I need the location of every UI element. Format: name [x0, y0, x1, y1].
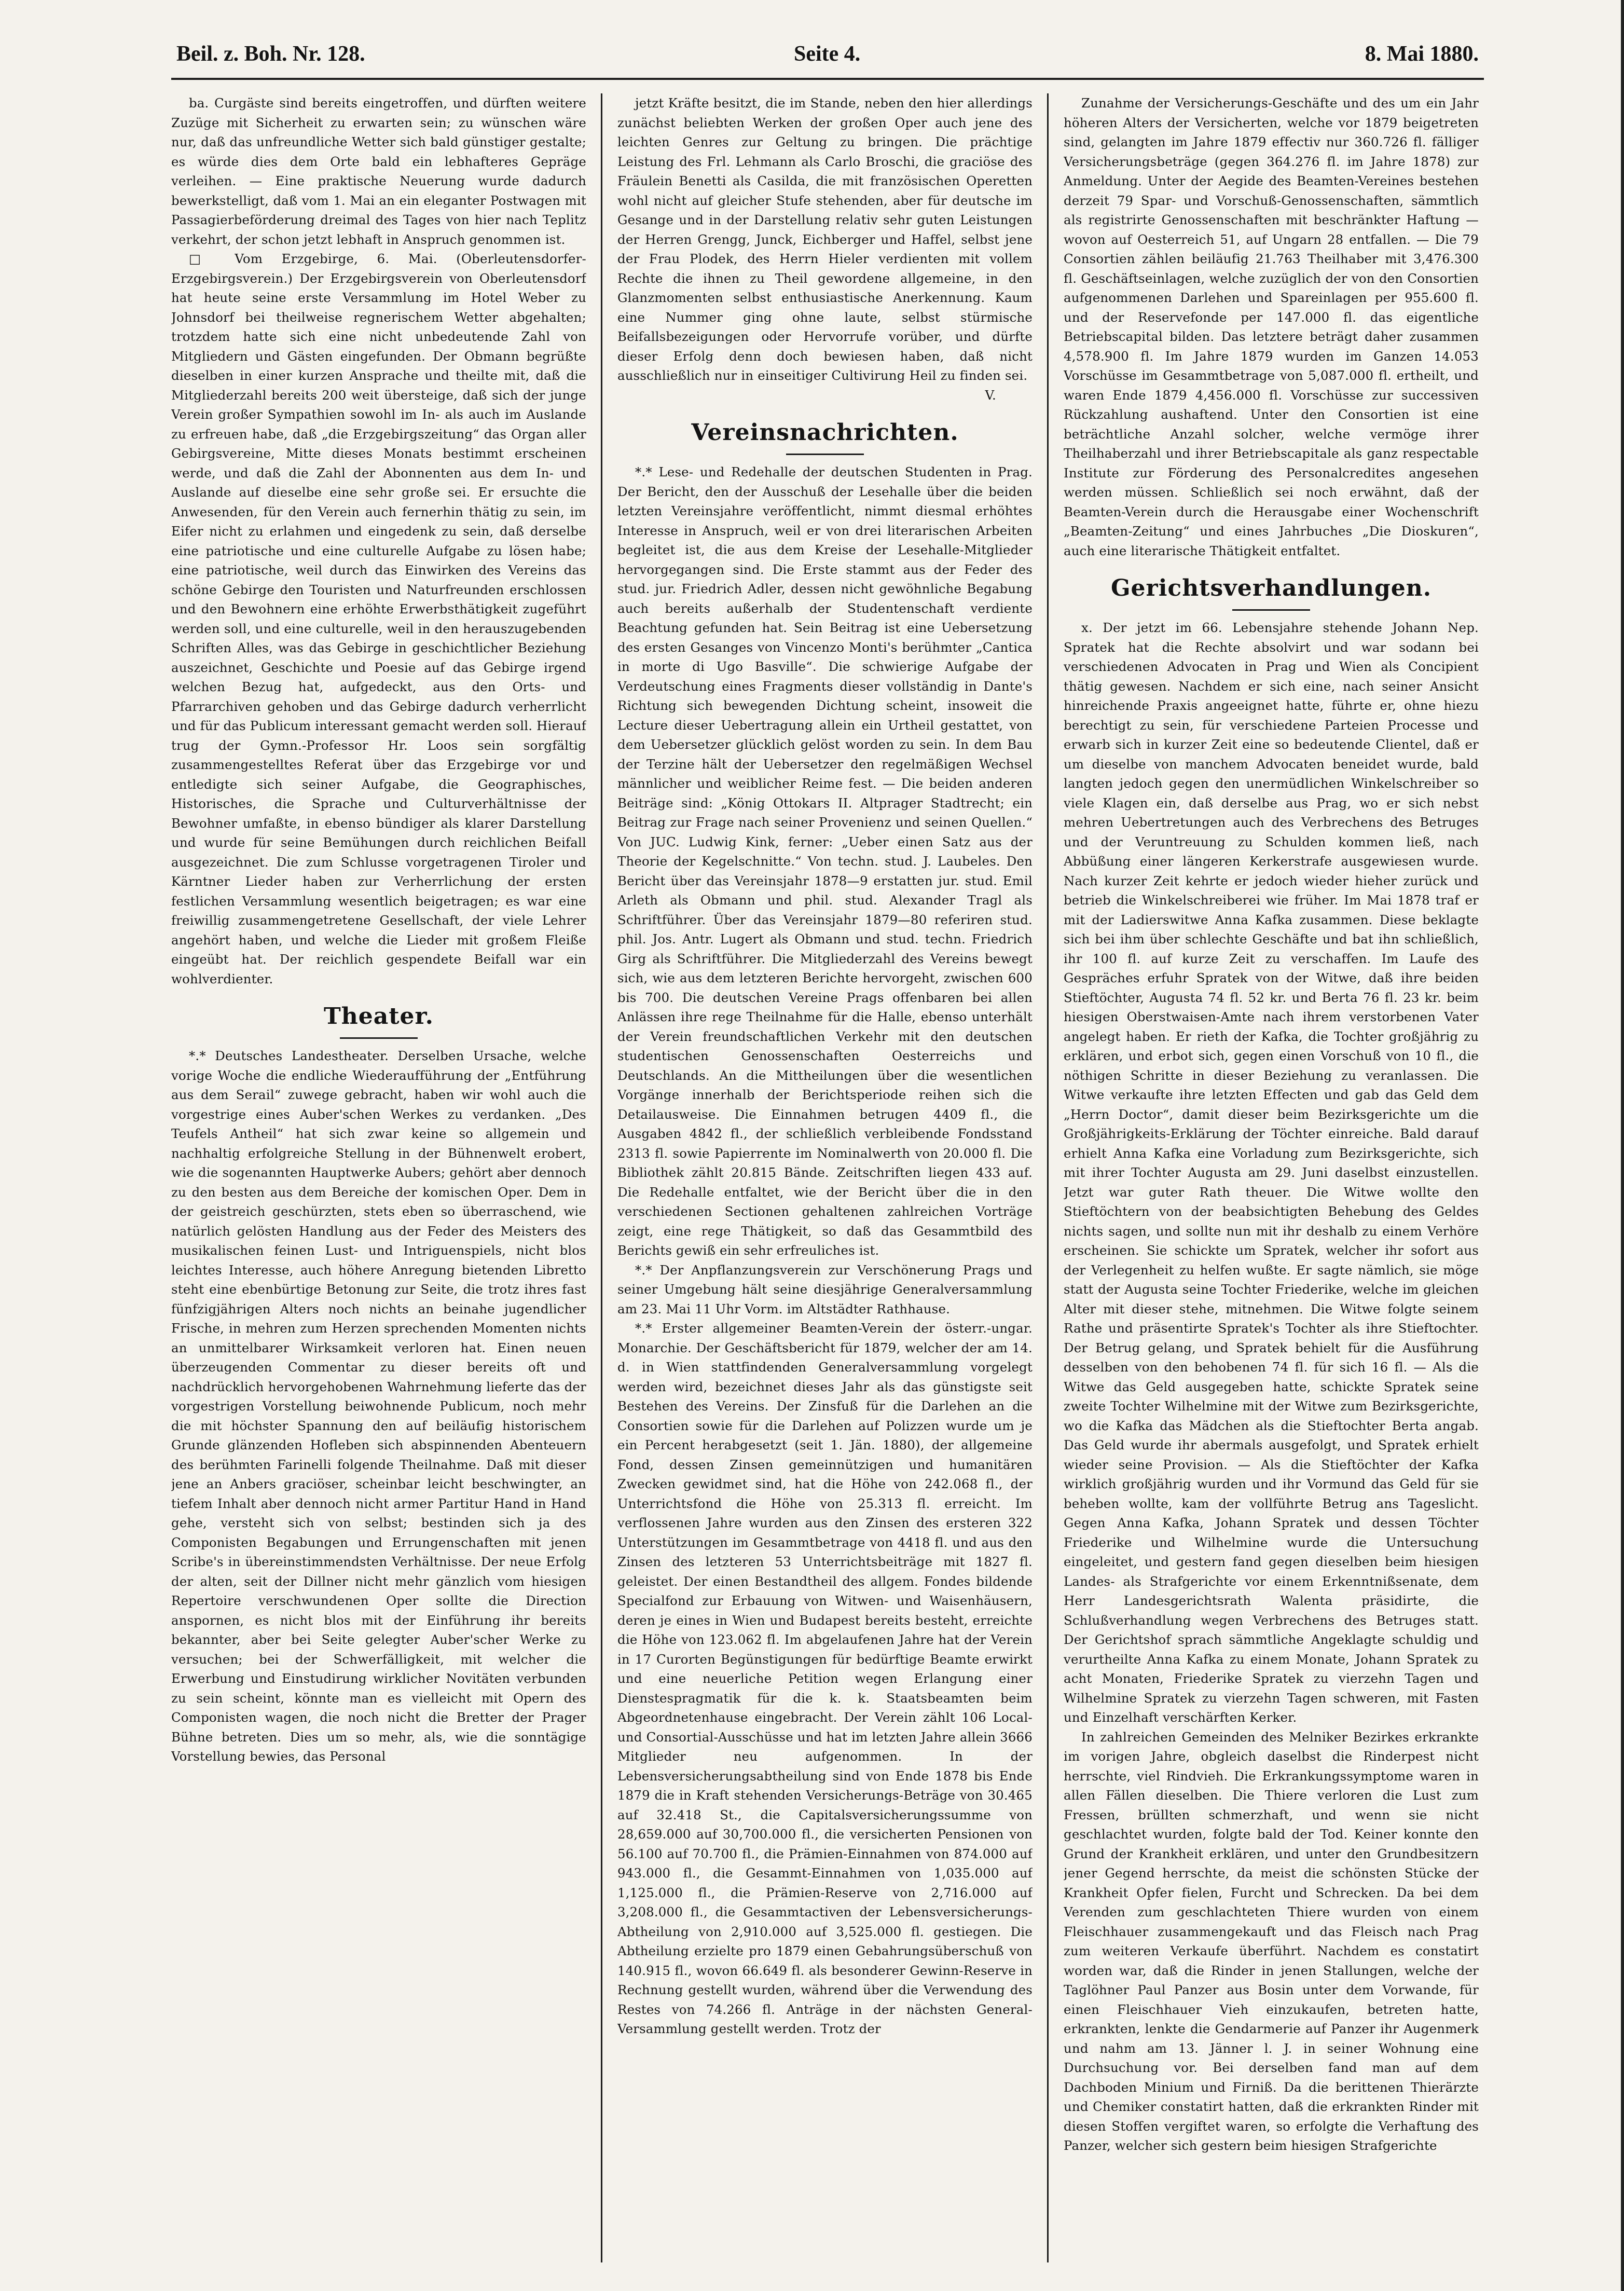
article-paragraph: In zahlreichen Gemeinden des Melniker Bezirkes erkrankte im vorigen Jahre, obgleich daselbst die Rinderpest nicht herrschte, viel Rindvieh. Die Erkrankungssymptome waren in allen Fällen dieselben. Die Thiere verloren die Lust zum Fressen, brüllten schmerzhaft, und wenn sie nicht geschlachtet wurden, folgte bald der Tod. Keiner konnte den Grund der Krankheit erklären, und unter den Grundbesitzern jener Gegend herrschte, da meist die schönsten Stücke der Krankheit Opfer fielen, Furcht und Schrecken. Da bei dem Verenden zum geschlachteten Thiere wurden von einem Fleischhauer zusammengekauft und das Fleisch nach Prag zum weiteren Verkaufe überführt. Nachdem es constatirt worden war, daß die Rinder in jenen Stallungen, welche der Taglöhner Paul Panzer aus Bosin unter dem Vorwande, für einen Fleischhauer Vieh einzukaufen, betreten hatte, erkrankten, lenkte die Gendarmerie auf Panzer ihr Augenmerk und nahm am 13. Jänner l. J. in seiner Wohnung eine Durchsuchung vor. Bei derselben fand man auf dem Dachboden Minium und Firniß. Da die berittenen Thierärzte und Chemiker constatirt hatten, daß die erkrankten Rinder mit diesen Stoffen vergiftet waren, so erfolgte die Verhaftung des Panzer, welcher sich gestern beim hiesigen Strafgerichte — [1064, 1729, 1479, 2153]
article-paragraph: *.* Lese- und Redehalle der deutschen Studenten in Prag. Der Bericht, den der Ausschuß der Lesehalle über die beiden letzten Vereinsjahre veröffentlicht, nimmt diesmal erhöhtes Interesse in Anspruch, weil er von drei literarischen Arbeiten begleitet ist, die aus dem Kreise der Lesehalle-Mitglieder hervorgegangen sind. Die Erste stammt aus der Feder des stud. jur. Friedrich Adler, dessen nicht gewöhnliche Begabung auch bereits außerhalb der Studentenschaft verdiente Beachtung gefunden hat. Sein Beitrag ist eine Uebersetzung des ersten Gesanges von Vincenzo Monti's berühmter „Cantica in morte di Ugo Basville“. Die schwierige Aufgabe der Verdeutschung eines Fragments dieser vollständig in Dante's Richtung sich bewegenden Dichtung scheint, insoweit die Lecture dieser Uebertragung allein ein Urtheil gestattet, von dem Uebersetzer glücklich gelöst worden zu sein. In dem Bau der Terzine hält der Uebersetzer den regelmäßigen Wechsel männlicher und weiblicher Reime fest. — Die beiden anderen Beiträge sind: „König Ottokars II. Altprager Stadtrecht; ein Beitrag zur Frage nach seiner Provenienz und seinen Quellen.“ Von JUC. Ludwig Kink, ferner: „Ueber einen Satz aus der Theorie der Kegelschnitte.“ Von techn. stud. J. Laubeles. Den Bericht über das Vereinsjahr 1878—9 erstatten jur. stud. Emil Arleth als Obmann und phil. stud. Alexander Tragl als Schriftführer. Über das Vereinsjahr 1879—80 referiren stud. phil. Jos. Antr. Lugert als Obmann und stud. techn. Friedrich Girg als Schriftführer. Die Mitgliederzahl des Vereins bewegt sich, wie aus dem letzteren Berichte hervorgeht, zwischen 600 bis 700. Die deutschen Vereine Prags offenbaren bei allen Anlässen ihre rege Theilnahme für die Halle, ebenso unterhält der Verein freundschaftlichen Verkehr mit den deutschen studentischen Genossenschaften Oesterreichs und Deutschlands. An die Mittheilungen über die wesentlichen Vorgänge innerhalb der Berichtsperiode reihen sich die Detailausweise. Die Einnahmen betrugen 4409 fl., die Ausgaben 4842 fl., der schließlich verbleibende Fondsstand 2313 fl. sowie Papierrente im Nominalwerth von 20.000 fl. Die Bibliothek zählt 20.815 Bände. Zeitschriften liegen 433 auf. Die Redehalle entfaltet, wie der Bericht über die in den verschiedenen Sectionen gehaltenen zahlreichen Vorträge zeigt, eine rege Thätigkeit, so daß das Gesammtbild des Berichts gewiß ein sehr erfreuliches ist. — [617, 464, 1033, 1258]
article-paragraph: □ Vom Erzgebirge, 6. Mai. (Oberleutensdorfer-Erzgebirgsverein.) Der Erzgebirgsverein von Oberleutensdorf hat heute seine erste Versammlung im Hotel Weber zu Johnsdorf bei theilweise regnerischem Wetter abgehalten; trotzdem hatte sich eine nicht unbedeutende Zahl von Mitgliedern und Gästen eingefunden. Der Obmann begrüßte dieselben in einer kurzen Ansprache und theilte mit, daß die Mitgliederzahl bereits 200 weit übersteige, daß sich der junge Verein großer Sympathien sowohl im In- als auch im Auslande zu erfreuen habe, daß „die Erzgebirgszeitung“ das Organ aller Gebirgsvereine, Mitte dieses Monats bestimmt erscheinen werde, und daß die Zahl der Abonnenten aus dem In- und Auslande auf dieselbe eine sehr große sei. Er ersuchte die Anwesenden, für den Verein auch fernerhin thätig zu sein, im Eifer nicht zu erlahmen und eingedenk zu sein, daß derselbe eine patriotische und eine culturelle Aufgabe zu lösen habe; eine patriotische, weil durch das Einwirken des Vereins das schöne Gebirge den Touristen und Naturfreunden erschlossen und den Bewohnern eine erhöhte Erwerbsthätigkeit zugeführt werden soll, und eine culturelle, weil in den herauszugebenden Schriften Alles, was das Gebirge in geschichtlicher Beziehung auszeichnet, Geschichte und Poesie auf das Gebirge irgend welchen Bezug hat, aufgedeckt, aus den Orts- und Pfarrarchiven gehoben und das Gebirge dadurch verherrlicht und für das Publicum interessant gemacht werden soll. Hierauf trug der Gymn.-Professor Hr. Loos sein sorgfältig zusammengestelltes Referat über das Erzgebirge vor und entledigte sich seiner Aufgabe, die Geographisches, Historisches, die Sprache und Culturverhältnisse der Bewohner umfaßte, in ebenso bündiger als klarer Darstellung und wurde für seine Bemühungen durch reichlichen Beifall ausgezeichnet. Die zum Schlusse vorgetragenen Tiroler und Kärntner Lieder haben zur Verherrlichung der ersten festlichen Versammlung wesentlich beigetragen; es war eine freiwillig zusammengetretene Gesellschaft, der viele Lehrer angehört haben, und welche die Lieder mit großem Fleiße eingeübt hat. Der reichlich gespendete Beifall war ein wohlverdienter. — [171, 251, 586, 986]
issue-label: Beil. z. Boh. Nr. 128. — [176, 42, 365, 66]
issue-date: 8. Mai 1880. — [1365, 42, 1479, 66]
author-signature: V. — [985, 387, 996, 403]
column-3 — [1064, 93, 1479, 2262]
article-paragraph: ba. Curgäste sind bereits eingetroffen, und dürften weitere Zuzüge mit Sicherheit zu erwarten sein; zu wünschen wäre nur, daß das unfreundliche Wetter sich bald günstiger gestalte; es würde dies dem Orte bald ein lebhafteres Gepräge verleihen. — Eine praktische Neuerung wurde dadurch bewerkstelligt, daß vom 1. Mai an ein eleganter Postwagen mit Passagierbeförderung dreimal des Tages von hier nach Teplitz verkehrt, der schon jetzt lebhaft in Anspruch genommen ist. — [171, 95, 586, 247]
column-divider — [1047, 93, 1049, 2262]
article-paragraph: x. Der jetzt im 66. Lebensjahre stehende Johann Nep. Spratek hat die Rechte absolvirt und war sodann bei verschiedenen Advocaten in Prag und Wien als Concipient thätig gewesen. Nachdem er sich eine, nach seiner Ansicht hinreichende Praxis angeeignet hatte, führte er, ohne hiezu berechtigt zu sein, für verschiedene Parteien Processe und erwarb sich in kurzer Zeit eine so bedeutende Clientel, daß er um dieselbe von manchem Advocaten beneidet wurde, bald langten jedoch gegen den unermüdlichen Winkelschreiber so viele Klagen ein, daß derselbe aus Prag, wo er sich nebst mehren Uebertretungen auch des Verbrechens des Betruges und der Veruntreuung zu Schulden kommen ließ, nach Abbüßung einer längeren Kerkerstrafe ausgewiesen wurde. Nach kurzer Zeit kehrte er jedoch wieder hieher zurück und betrieb die Winkelschreiberei wie früher. Im Mai 1878 traf er mit der Ladierswitwe Anna Kafka zusammen. Diese beklagte sich bei ihm über schlechte Geschäfte und bat ihn schließlich, ihr 100 fl. auf kurze Zeit zu verschaffen. Im Laufe des Gespräches erfuhr Spratek von der Witwe, daß ihre beiden Stieftöchter, Augusta 74 fl. 52 kr. und Berta 76 fl. 23 kr. beim hiesigen Oberstwaisen-Amte nach ihrem verstorbenen Vater angelegt haben. Er rieth der Kafka, die Tochter großjährig zu erklären, und erbot sich, gegen einen Vorschuß von 10 fl., die nöthigen Schritte in dieser Beziehung zu veranlassen. Die Witwe verkaufte ihre letzten Effecten und gab das Geld dem „Herrn Doctor“, damit dieser beim Bezirksgerichte um die Großjährigkeits-Erklärung der Töchter einreiche. Bald darauf erhielt Anna Kafka eine Vorladung zum Bezirksgerichte, sich mit ihrer Tochter Augusta am 29. Juni daselbst einzustellen. Jetzt war guter Rath theuer. Die Witwe wollte den Stieftöchtern von der beabsichtigten Behebung des Geldes nichts sagen, und sollte nun mit ihr deshalb zu einem Verhöre erscheinen. Sie schickte um Spratek, welcher ihr sofort aus der Verlegenheit zu helfen wußte. Er sagte nämlich, sie möge statt der Augusta seine Tochter Friederike, welche im gleichen Alter mit dieser stehe, mitnehmen. Die Witwe folgte seinem Rathe und präsentirte Spratek's Tochter als ihre Stieftochter. Der Betrug gelang, und Spratek behielt für die Ausführung desselben von den behobenen 74 fl. für sich 16 fl. — Als die Witwe das Geld ausgegeben hatte, schickte Spratek seine zweite Tochter Wilhelmine mit der Witwe zum Bezirksgerichte, wo die Kafka das Mädchen als die Stieftochter Berta angab. Das Geld wurde ihr abermals ausgefolgt, und Spratek erhielt wieder seine Provision. — Als die Stieftöchter der Kafka wirklich großjährig wurden und ihr Vormund das Geld für sie beheben wollte, kam der vollführte Betrug ans Tageslicht. Gegen Anna Kafka, Johann Spratek und dessen Töchter Friederike und Wilhelmine wurde die Untersuchung eingeleitet, und gestern fand gegen dieselben beim hiesigen Landes- als Strafgerichte vor einem Erkenntnißsenate, dem Herr Landesgerichtsrath Walenta präsidirte, die Schlußverhandlung wegen Verbrechens des Betruges statt. Der Gerichtshof sprach sämmtliche Angeklagte schuldig und verurtheilte Anna Kafka zu einem Monate, Johann Spratek zu acht Monaten, Friederike Spratek zu vierzehn Tagen und Wilhelmine Spratek zu vierzehn Tagen schweren, mit Fasten und Einzelhaft verschärften Kerker. — [1064, 620, 1479, 1725]
column-divider — [601, 93, 602, 2262]
article-paragraph: jetzt Kräfte besitzt, die im Stande, neben den hier allerdings zunächst beliebten Werken der großen Oper auch jene des leichten Genres zur Geltung zu bringen. Die prächtige Leistung des Frl. Lehmann als Carlo Broschi, die graciöse des Fräulein Benetti als Casilda, die mit französischen Operetten wohl nicht auf gleicher Stufe stehenden, aber für deutsche im Gesange und in der Darstellung relativ sehr guten Leistungen der Herren Grengg, Junck, Eichberger und Haffel, selbst jene der Frau Plodek, des Herrn Hieler verdienten mit vollem Rechte die ihnen zu Theil gewordene allgemeine, in den Glanzmomenten selbst enthusiastische Anerkennung. Kaum eine Nummer ging ohne laute, selbst stürmische Beifallsbezeigungen oder Hervorrufe vorüber, und dürfte dieser Erfolg denn doch bewiesen haben, daß nicht ausschließlich nur in einseitiger Cultivirung Heil zu finden sei. — [617, 95, 1033, 383]
page-number: Seite 4. — [794, 42, 861, 66]
article-paragraph: *.* Der Anpflanzungsverein zur Verschönerung Prags und seiner Umgebung hält seine diesjährige Generalversammlung am 23. Mai 11 Uhr Vorm. im Altstädter Rathhause. — [617, 1262, 1033, 1316]
column-1 — [171, 93, 586, 2262]
article-paragraph: *.* Deutsches Landestheater. Derselben Ursache, welche vorige Woche die endliche Wiederaufführung der „Entführung aus dem Serail“ zuwege gebracht, haben wir wohl auch die vorgestrige eines Auber'schen Werkes zu verdanken. „Des Teufels Antheil“ hat sich zwar keine so allgemein und nachhaltig erfolgreiche Stellung in der Bühnenwelt erobert, wie die sogenannten Hauptwerke Aubers; gehört aber dennoch zu den besten aus dem Bereiche der komischen Oper. Dem in der geistreich geschürzten, stets eben so überraschend, wie natürlich gelösten Handlung aus der Feder des Meisters des musikalischen feinen Lust- und Intriguenspiels, nicht blos leichtes Interesse, auch höhere Anregung bietenden Libretto steht eine ebenbürtige Betonung zur Seite, die trotz ihres fast fünfzigjährigen Alters noch nichts an beinahe jugendlicher Frische, in mehren zum Herzen sprechenden Momenten nichts an unmittelbarer Wirksamkeit verloren hat. Einen neuen überzeugenden Commentar zu dieser bereits oft und nachdrücklich hervorgehobenen Wahrnehmung lieferte das der vorgestrigen Vorstellung beiwohnende Publicum, noch mehr die mit höchster Spannung den auf beiläufig historischem Grunde glänzenden Hofleben sich abspinnenden Abenteuern des berühmten Farinelli folgende Theilnahme. Daß mit dieser jene an Anbers graciöser, scheinbar leicht beschwingter, an tiefem Inhalt aber dennoch nicht armer Partitur Hand in Hand gehe, versteht sich von selbst; bestinden sich ja des Componisten Begabungen und Errungenschaften mit jenen Scribe's in übereinstimmendsten Verhältnisse. Der neue Erfolg der alten, seit der Dillner nicht mehr gänzlich vom hiesigen Repertoire verschwundenen Oper sollte die Direction anspornen, es nicht blos mit der Einführung ihr bereits bekannter, aber bei Seite gelegter Auber'scher Werke zu versuchen; bei der Schwerfälligkeit, mit welcher die Erwerbung und Einstudirung wirklicher Novitäten verbunden zu sein scheint, könnte man es vielleicht mit Opern des Componisten wagen, die noch nicht die Bretter der Prager Bühne betreten. Dies um so mehr, als, wie die sonntägige Vorstellung bewies, das Personal — [171, 1048, 586, 1764]
section-heading-gerichtsverhandlungen: Gerichtsverhandlungen. — [1064, 572, 1479, 611]
article-paragraph: *.* Erster allgemeiner Beamten-Verein der österr.-ungar. Monarchie. Der Geschäftsbericht für 1879, welcher der am 14. d. in Wien stattfindenden Generalversammlung vorgelegt werden wird, bezeichnet dieses Jahr als das günstigste seit Bestehen des Vereins. Der Zinsfuß für die Darlehen an die Consortien sowie für die Darlehen auf Polizzen wurde um je ein Percent herabgesetzt (seit 1. Jän. 1880), der allgemeine Fond, dessen Zinsen gemeinnützigen und humanitären Zwecken gewidmet sind, hat die Höhe von 242.068 fl., der Unterrichtsfond die Höhe von 25.313 fl. erreicht. Im verflossenen Jahre wurden aus den Zinsen des ersteren 322 Unterstützungen im Gesammtbetrage von 4418 fl. und aus den Zinsen des letzteren 53 Unterrichtsbeiträge mit 1827 fl. geleistet. Der einen Bestandtheil des allgem. Fondes bildende Specialfond zur Erbauung von Witwen- und Waisenhäusern, deren je eines in Wien und Budapest bereits besteht, erreichte die Höhe von 123.062 fl. Im abgelaufenen Jahre hat der Verein in 17 Curorten Begünstigungen für bedürftige Beamte erwirkt und eine neuerliche Petition wegen Erlangung einer Dienstespragmatik für die k. k. Staatsbeamten beim Abgeordnetenhause eingebracht. Der Verein zählt 106 Local- und Consortial-Ausschüsse und hat im letzten Jahre allein 3666 Mitglieder neu aufgenommen. In der Lebensversicherungsabtheilung sind von Ende 1878 bis Ende 1879 die in Kraft stehenden Versicherungs-Beträge von 30.465 auf 32.418 St., die Capitalsversicherungssumme von 28,659.000 auf 30,700.000 fl., die versicherten Pensionen von 56.100 auf 70.700 fl., die Prämien-Einnahmen von 874.000 auf 943.000 fl., die Gesammt-Einnahmen von 1,035.000 auf 1,125.000 fl., die Prämien-Reserve von 2,716.000 auf 3,208.000 fl., die Gesammtactiven der Lebensversicherungs-Abtheilung von 2,910.000 auf 3,525.000 fl. gestiegen. Die Abtheilung erzielte pro 1879 einen Gebahrungsüberschuß von 140.915 fl., wovon 66.649 fl. als besonderer Gewinn-Reserve in Rechnung gestellt wurden, während über die Verwendung des Restes von 74.266 fl. Anträge in der nächsten General-Versammlung gestellt werden. Trotz der — [617, 1321, 1033, 2036]
newspaper-page — [171, 36, 1484, 2268]
section-heading-theater: Theater. — [171, 1000, 586, 1039]
section-heading-vereinsnachrichten: Vereinsnachrichten. — [617, 416, 1033, 455]
scan-edge — [1621, 0, 1624, 2291]
page-header — [171, 36, 1484, 80]
article-paragraph: Zunahme der Versicherungs-Geschäfte und des um ein Jahr höheren Alters der Versicherten, welche vor 1879 beigetreten sind, gelangten im Jahre 1879 effectiv nur 360.726 fl. fälliger Versicherungsbeträge (gegen 364.276 fl. im Jahre 1878) zur Anmeldung. Unter der Aegide des Beamten-Vereines bestehen derzeit 79 Spar- und Vorschuß-Genossenschaften, sämmtlich als registrirte Genossenschaften mit beschränkter Haftung — wovon auf Oesterreich 51, auf Ungarn 28 entfallen. — Die 79 Consortien zählen beiläufig 21.763 Theilhaber mit 3,476.300 fl. Geschäftseinlagen, welche zuzüglich der von den Consortien aufgenommenen Darlehen und Spareinlagen per 955.600 fl. und der Reservefonde per 147.000 fl. das eigentliche Betriebscapital bilden. Das letztere beträgt daher zusammen 4,578.900 fl. Im Jahre 1879 wurden im Ganzen 14.053 Vorschüsse im Gesammtbetrage von 5,087.000 fl. ertheilt, und waren Ende 1879 4,456.000 fl. Vorschüsse zur successiven Rückzahlung aushaftend. Unter den Consortien ist eine beträchtliche Anzahl solcher, welche vermöge ihrer Theilhaberzahl und ihrer Betriebscapitale als ganz respectable Institute zur Förderung des Personalcredites angesehen werden müssen. Schließlich sei noch erwähnt, daß der Beamten-Verein durch die Herausgabe einer Wochenschrift „Beamten-Zeitung“ und eines Jahrbuches „Die Dioskuren“, auch eine literarische Thätigkeit entfaltet. — [1064, 95, 1479, 558]
column-2 — [617, 93, 1033, 2262]
